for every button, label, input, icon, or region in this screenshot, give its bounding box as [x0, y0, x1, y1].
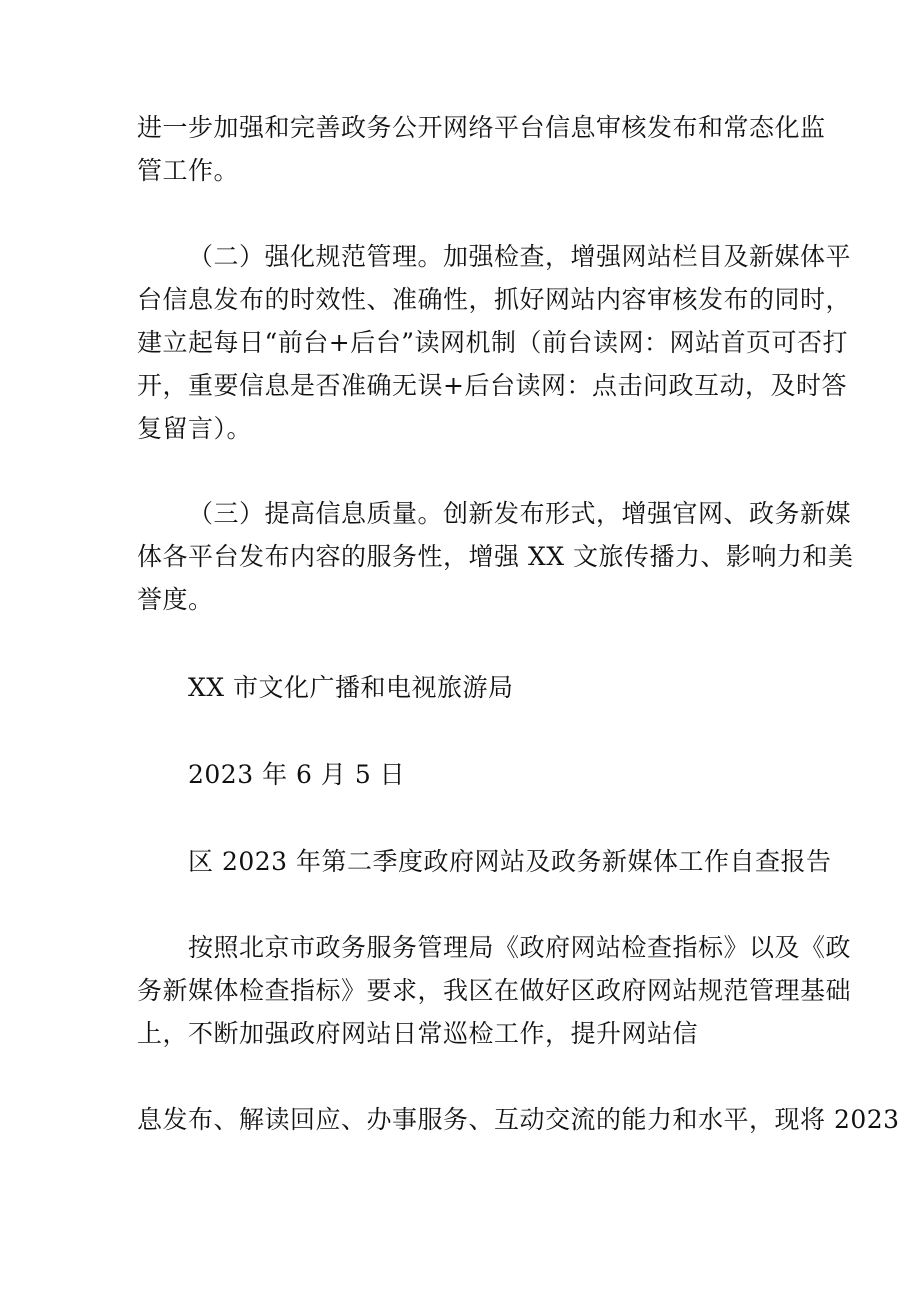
paragraph-section-3: [137, 492, 854, 621]
report-title-line: [137, 840, 832, 883]
text-line: 体各平台发布内容的服务性，增强 XX 文旅传播力、影响力和美: [137, 542, 854, 571]
paragraph-continuation: [137, 106, 826, 192]
text-line: 上，不断加强政府网站日常巡检工作，提升网站信: [137, 1019, 699, 1048]
text-line: 务新媒体检查指标》要求，我区在做好区政府网站规范管理基础: [137, 976, 852, 1005]
text-line: 按照北京市政务服务管理局《政府网站检查指标》以及《政: [188, 933, 852, 962]
issuer-line: [137, 666, 787, 709]
report-title: 区 2023 年第二季度政府网站及政务新媒体工作自查报告: [188, 847, 832, 876]
text-line: 息发布、解读回应、办事服务、互动交流的能力和水平，现将 2023: [137, 1105, 900, 1134]
paragraph-report-intro: [137, 926, 852, 1055]
text-line: 进一步加强和完善政务公开网络平台信息审核发布和常态化监: [137, 113, 826, 142]
text-line: 建立起每日“前台+后台”读网机制（前台读网：网站首页可否打: [137, 328, 849, 357]
text-line: 复留言）。: [137, 414, 253, 443]
text-line: （二）强化规范管理。加强检查，增强网站栏目及新媒体平: [188, 242, 852, 271]
text-line: 誉度。: [137, 585, 214, 614]
text-line: 开，重要信息是否准确无误+后台读网：点击问政互动，及时答: [137, 371, 847, 400]
text-line: 管工作。: [137, 156, 240, 185]
text-line: （三）提高信息质量。创新发布形式，增强官网、政务新媒: [188, 499, 852, 528]
issue-date: 2023 年 6 月 5 日: [188, 760, 406, 789]
text-line: 台信息发布的时效性、准确性，抓好网站内容审核发布的同时，: [137, 285, 852, 314]
issuer-name: XX 市文化广播和电视旅游局: [188, 673, 514, 702]
paragraph-report-continuation: [137, 1098, 900, 1141]
date-line: [137, 753, 787, 796]
paragraph-section-2: [137, 235, 852, 450]
